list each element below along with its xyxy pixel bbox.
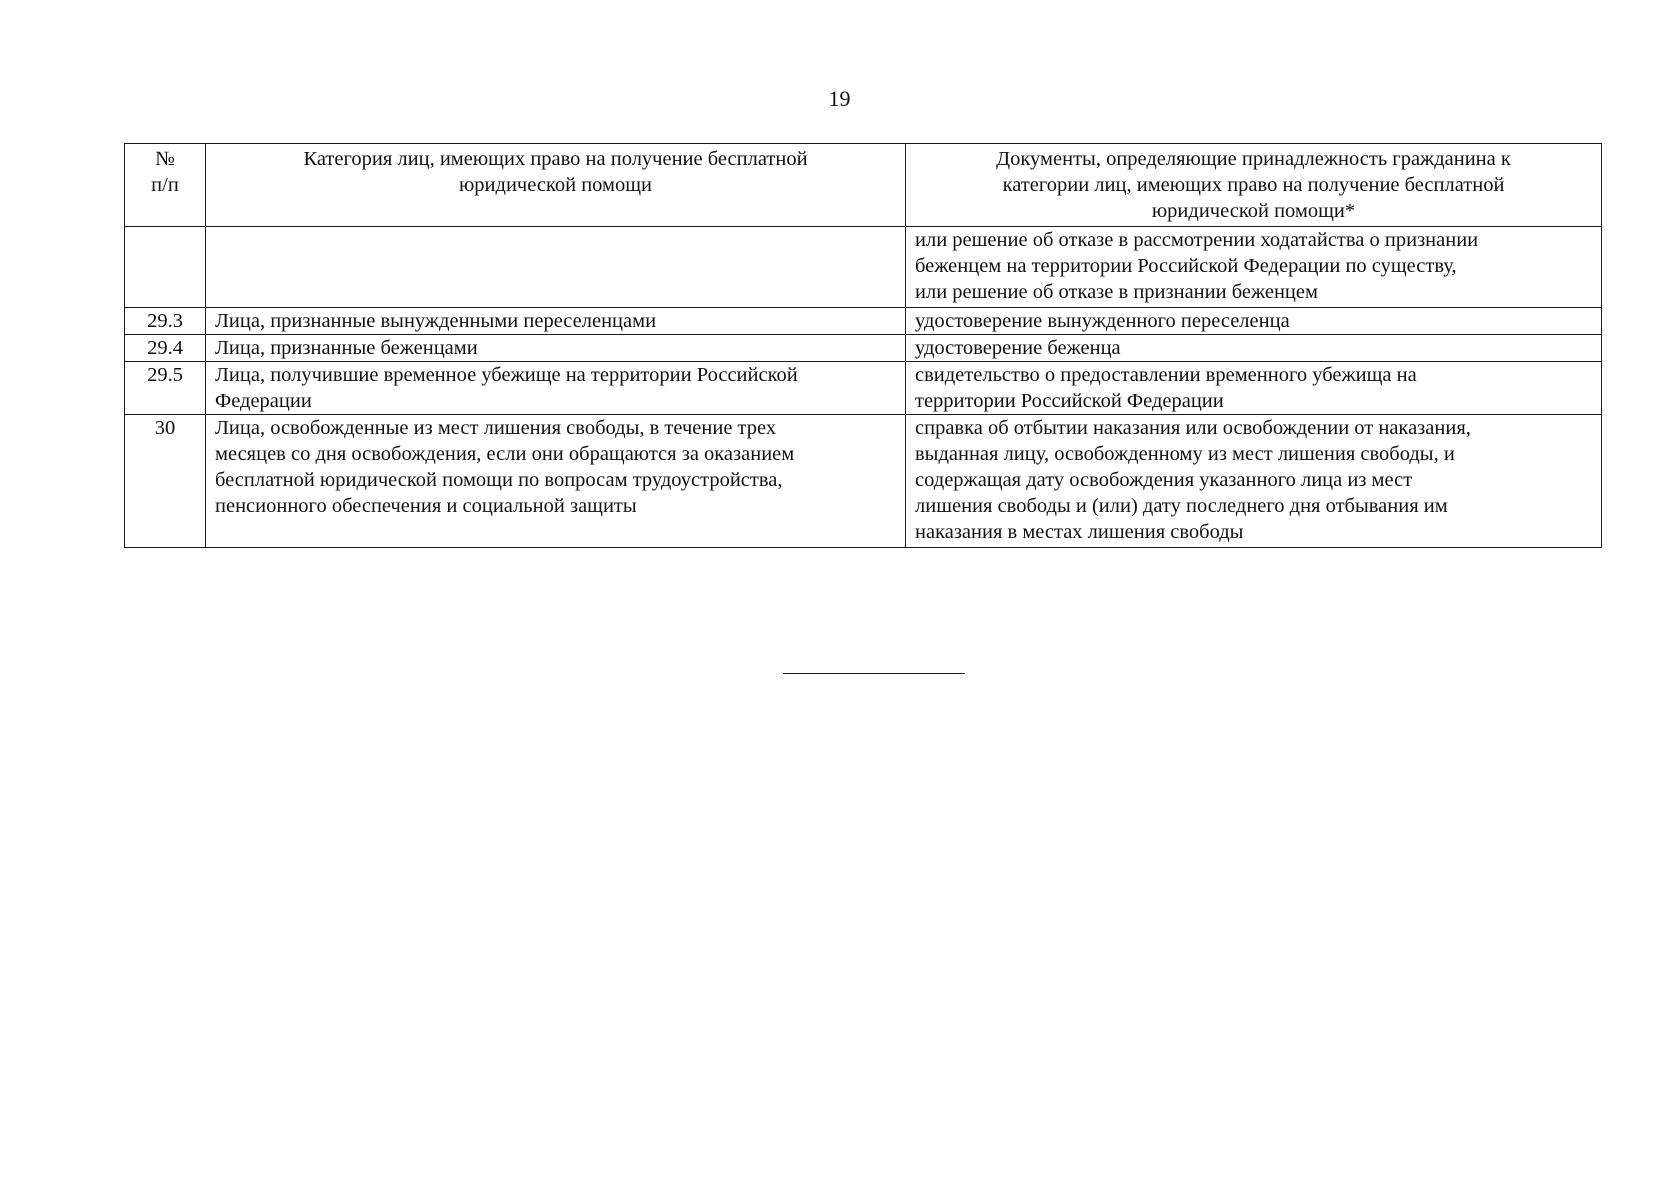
- table-row: [125, 415, 1602, 548]
- table-row: [125, 362, 1602, 415]
- header-category: Категория лиц, имеющих право на получение бесплатной юридической помощи: [206, 144, 906, 227]
- row-documents: свидетельство о предоставлении временного убежища на территории Российской Федерации: [906, 362, 1602, 415]
- row-category: [206, 227, 906, 308]
- row-documents: или решение об отказе в рассмотрении ходатайства о признании беженцем на территории Российской Федерации по существу, или решение об отказе в признании беженцем: [906, 227, 1602, 308]
- closing-rule: [783, 673, 965, 674]
- row-number: 29.5: [125, 362, 206, 415]
- row-category: Лица, получившие временное убежище на территории Российской Федерации: [206, 362, 906, 415]
- row-documents: справка об отбытии наказания или освобождении от наказания, выданная лицу, освобожденному из мест лишения свободы, и содержащая дату освобождения указанного лица из мест лишения свободы и (или) дату последнего дня отбывания им наказания в местах лишения свободы: [906, 415, 1602, 548]
- table-body: [125, 227, 1602, 548]
- row-number: [125, 227, 206, 308]
- header-row: [125, 144, 1602, 227]
- table-row: [125, 227, 1602, 308]
- row-category: Лица, освобожденные из мест лишения свободы, в течение трех месяцев со дня освобождения, если они обращаются за оказанием бесплатной юридической помощи по вопросам трудоустройства, пенсионного обеспечения и социальной защиты: [206, 415, 906, 548]
- row-documents: удостоверение беженца: [906, 335, 1602, 362]
- row-number: 29.4: [125, 335, 206, 362]
- table-header: [125, 144, 1602, 227]
- row-documents: удостоверение вынужденного переселенца: [906, 308, 1602, 335]
- row-number: 30: [125, 415, 206, 548]
- page-number: 19: [828, 86, 851, 111]
- row-category: Лица, признанные вынужденными переселенцами: [206, 308, 906, 335]
- table-row: [125, 308, 1602, 335]
- row-category: Лица, признанные беженцами: [206, 335, 906, 362]
- table-row: [125, 335, 1602, 362]
- legal-aid-categories-table: [124, 143, 1602, 548]
- row-number: 29.3: [125, 308, 206, 335]
- header-documents: Документы, определяющие принадлежность гражданина к категории лиц, имеющих право на получение бесплатной юридической помощи*: [906, 144, 1602, 227]
- header-number: № п/п: [125, 144, 206, 227]
